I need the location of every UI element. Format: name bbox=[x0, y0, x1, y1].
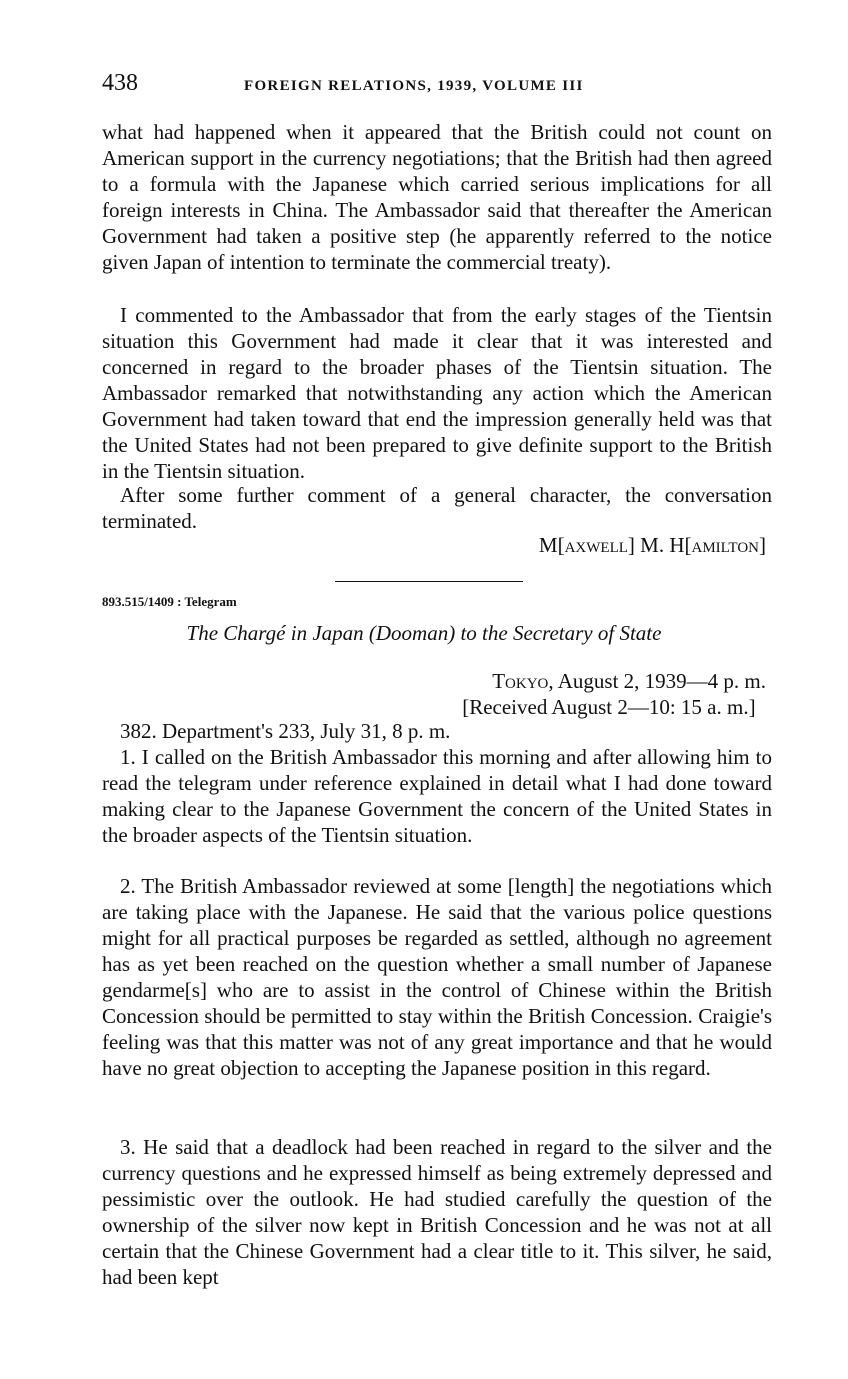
dateline-date: , August 2, 1939—4 p. m. bbox=[548, 669, 766, 693]
telegram-paragraph-3: 3. He said that a deadlock had been reached in regard to the silver and the currency questions and he expressed himself as being extremely depressed and pessimistic over the outlook. He had studied carefully the question of the ownership of the silver now kept in British Concession and he was not at all certain that the Chinese Government had a clear title to it. This silver, he said, had been kept bbox=[102, 1135, 772, 1289]
body-paragraph-2: I commented to the Ambassador that from the early stages of the Tientsin situation this Government had made it clear that it was interested and concerned in regard to the broader phases of the Tientsin situation. The Ambassador remarked that notwithstanding any action which the American Government had taken toward that end the impression generally held was that the United States had not been prepared to give definite support to the British in the Tientsin situation. bbox=[102, 303, 772, 483]
page-header bbox=[102, 70, 782, 102]
telegram-reference: 382. Department's 233, July 31, 8 p. m. bbox=[120, 719, 451, 743]
dateline bbox=[462, 668, 766, 720]
body-paragraph-3: After some further comment of a general character, the conversation terminated. bbox=[102, 483, 772, 533]
signature-initial-m: M[ bbox=[538, 533, 565, 557]
section-divider bbox=[335, 581, 523, 582]
dateline-city: Tokyo bbox=[492, 669, 549, 693]
running-head: FOREIGN RELATIONS, 1939, VOLUME III bbox=[244, 78, 584, 94]
signature-axwell: axwell bbox=[564, 533, 628, 557]
signature-middle: ] M. H[ bbox=[627, 533, 692, 557]
received-line: [Received August 2—10: 15 a. m.] bbox=[462, 695, 756, 719]
telegram-paragraph-1: 1. I called on the British Ambassador this morning and after allowing him to read the telegram under reference explained in detail what I had done toward making clear to the Japanese Government the concern of the United States in the broader aspects of the Tientsin situation. bbox=[102, 745, 772, 847]
body-paragraph-1: what had happened when it appeared that the British could not count on American support in the currency negotiations; that the British had then agreed to a formula with the Japanese which carried serious implications for all foreign interests in China. The Ambassador said that thereafter the American Government had taken a positive step (he apparently referred to the notice given Japan of intention to terminate the commercial treaty). bbox=[102, 120, 772, 274]
page-number: 438 bbox=[102, 70, 138, 96]
file-reference: 893.515/1409 : Telegram bbox=[102, 594, 237, 609]
signature bbox=[539, 533, 766, 558]
signature-amilton: amilton bbox=[691, 533, 759, 557]
signature-end: ] bbox=[759, 533, 766, 557]
document-title: The Chargé in Japan (Dooman) to the Secretary of State bbox=[186, 621, 662, 645]
telegram-paragraph-2: 2. The British Ambassador reviewed at some [length] the negotiations which are taking place with the Japanese. He said that the various police questions might for all practical purposes be regarded as settled, although no agreement has as yet been reached on the question whether a small number of Japanese gendarme[s] who are to assist in the control of Chinese within the British Concession should be permitted to stay within the British Concession. Craigie's feeling was that this matter was not of any great importance and that he would have no great objection to accepting the Japanese position in this regard. bbox=[102, 874, 772, 1080]
